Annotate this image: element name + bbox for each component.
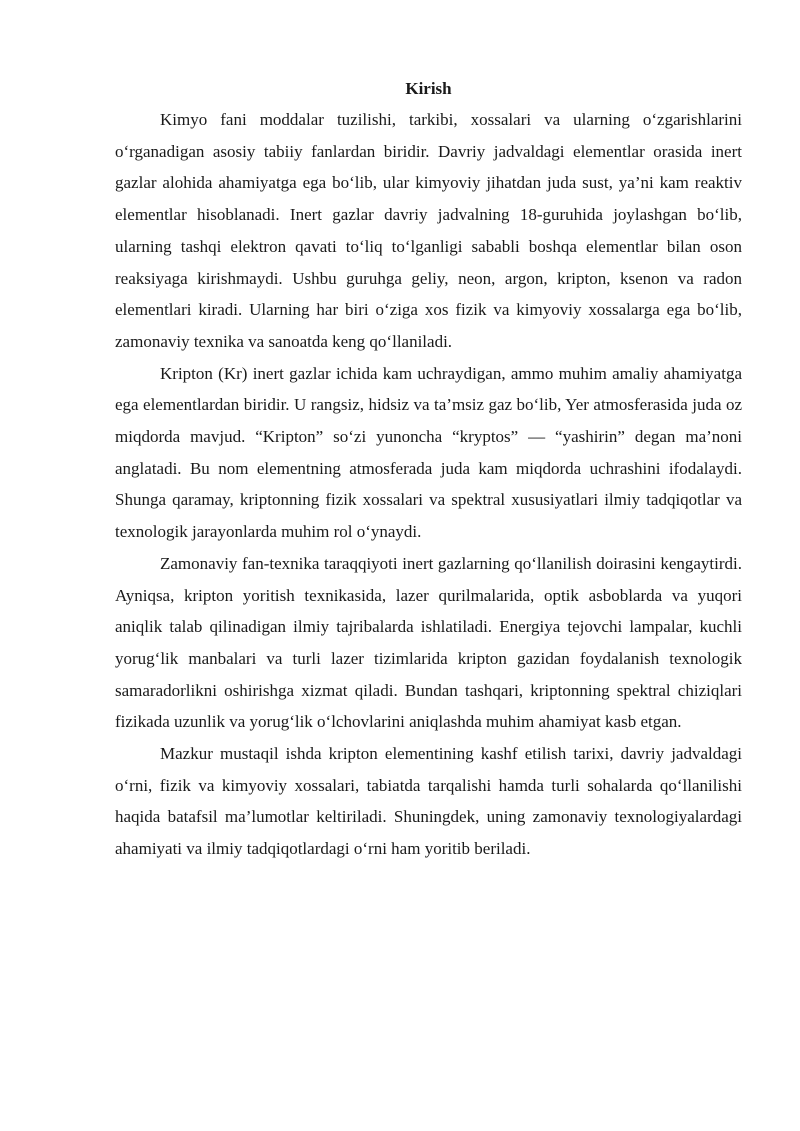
paragraph-krypton: Kripton (Kr) inert gazlar ichida kam uchraydigan, ammo muhim amaliy ahamiyatga ega elementlardan biridir. U rangsiz, hidsiz va ta’msiz gaz bo‘lib, Yer atmosferasida juda oz miqdorda mavjud. “Kripton” so‘zi yunoncha “kryptos” — “yashirin” degan ma’noni anglatadi. Bu nom elementning atmosferada juda kam miqdorda uchrashini ifodalaydi. Shunga qaramay, kriptonning fizik xossalari va spektral xususiyatlari ilmiy tadqiqotlar va texnologik jarayonlarda muhim rol o‘ynaydi.: [115, 363, 742, 542]
section-heading: Kirish: [405, 79, 452, 98]
paragraph-intro: Kimyo fani moddalar tuzilishi, tarkibi, xossalari va ularning o‘zgarishlarini o‘rganadigan asosiy tabiiy fanlardan biridir. Davriy jadvaldagi elementlar orasida inert gazlar alohida ahamiyatga ega bo‘lib, ular kimyoviy jihatdan juda sust, ya’ni kam reaktiv elementlar hisoblanadi. Inert gazlar davriy jadvalning 18-guruhida joylashgan bo‘lib, ularning tashqi elektron qavati to‘liq to‘lganligi sababli boshqa elementlar bilan oson reaksiyaga kirishmaydi. Ushbu guruhga geliy, neon, argon, kripton, ksenon va radon elementlari kiradi. Ularning har biri o‘ziga xos fizik va kimyoviy xossalarga ega bo‘lib, zamonaviy texnika va sanoatda keng qo‘llaniladi.: [115, 110, 742, 351]
paragraph-applications: Zamonaviy fan-texnika taraqqiyoti inert gazlarning qo‘llanilish doirasini kengaytirdi. Ayniqsa, kripton yoritish texnikasida, lazer qurilmalarida, optik asboblarda va yuqori aniqlik talab qilinadigan ilmiy tajribalarda ishlatiladi. Energiya tejovchi lampalar, kuchli yorug‘lik manbalari va turli lazer tizimlarida kripton gazidan foydalanish texnologik samaradorlikni oshirishga xizmat qiladi. Bundan tashqari, kriptonning spektral chiziqlari fizikada uzunlik va yorug‘lik o‘lchovlarini aniqlashda muhim ahamiyat kasb etgan.: [115, 553, 742, 732]
document-body: [115, 73, 742, 865]
paragraph-scope: Mazkur mustaqil ishda kripton elementining kashf etilish tarixi, davriy jadvaldagi o‘rni, fizik va kimyoviy xossalari, tabiatda tarqalishi hamda turli sohalarda qo‘llanilishi haqida batafsil ma’lumotlar keltiriladi. Shuningdek, uning zamonaviy texnologiyalardagi ahamiyati va ilmiy tadqiqotlardagi o‘rni ham yoritib beriladi.: [115, 744, 742, 859]
